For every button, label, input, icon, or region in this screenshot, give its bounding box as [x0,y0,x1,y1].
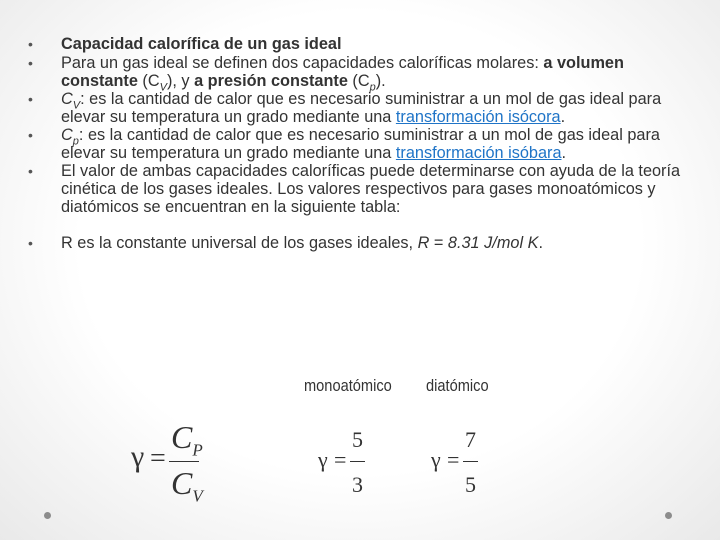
cv-symbol: $C_V$ [171,465,203,506]
bullet-icon: • [28,127,33,143]
bullet-cv-definition: • $C_V$: es la cantidad de calor que es necesario suministrar a un mol de gas ideal para elevar su temperatura un grado mediante una transformación isócora. [28,90,662,126]
corner-dot-right [665,512,672,519]
equals-sign: = [334,447,347,472]
section-title: Capacidad calorífica de un gas ideal [61,35,342,53]
bullet-icon: • [28,235,33,251]
bullet-cp-definition: • $C_p$: es la cantidad de calor que es necesario suministrar a un mol de gas ideal para elevar su temperatura un grado mediante una transformación isóbara. [28,126,660,162]
fraction-line [169,461,199,462]
bullet-definitions: • Para un gas ideal se definen dos capacidades caloríficas molares: a volumen constante $(C_V)$, y a presión constante $(C_p)$. [28,54,624,94]
equals-sign: = [447,447,460,472]
bullet-list [28,35,703,252]
bullet-title [28,35,703,53]
bullet-icon: • [28,163,33,179]
mono-denominator: 3 [352,472,363,497]
isocora-link[interactable]: transformación isócora [395,108,561,126]
cp-symbol: $C_P$ [171,419,203,460]
label-monoatomico: monoatómico [304,376,392,395]
isobara-link[interactable]: transformación isóbara [395,144,562,162]
gamma-symbol: γ [431,447,441,472]
bullet-icon: • [28,55,33,71]
label-diatomico: diatómico [426,376,489,395]
bullet-kinetic-theory: • El valor de ambas capacidades caloríficas puede determinarse con ayuda de la teoría cinética de los gases ideales. Los valores respectivos para gases monoatómicos y diatómicos se encuentran en la siguiente tabla: [28,162,681,216]
di-numerator: 7 [465,427,476,452]
bullet-icon: • [28,91,33,107]
fraction-line [350,461,365,462]
equals-sign: = [150,443,166,474]
gamma-symbol: γ [318,447,328,472]
di-denominator: 5 [465,472,476,497]
fraction-line [463,461,478,462]
mono-numerator: 5 [352,427,363,452]
bullet-icon: • [28,36,33,52]
gamma-symbol: γ [131,440,145,473]
corner-dot-left [44,512,51,519]
bullet-gas-constant: • R es la constante universal de los gases ideales, R = 8.31 J/mol K. [28,234,543,252]
